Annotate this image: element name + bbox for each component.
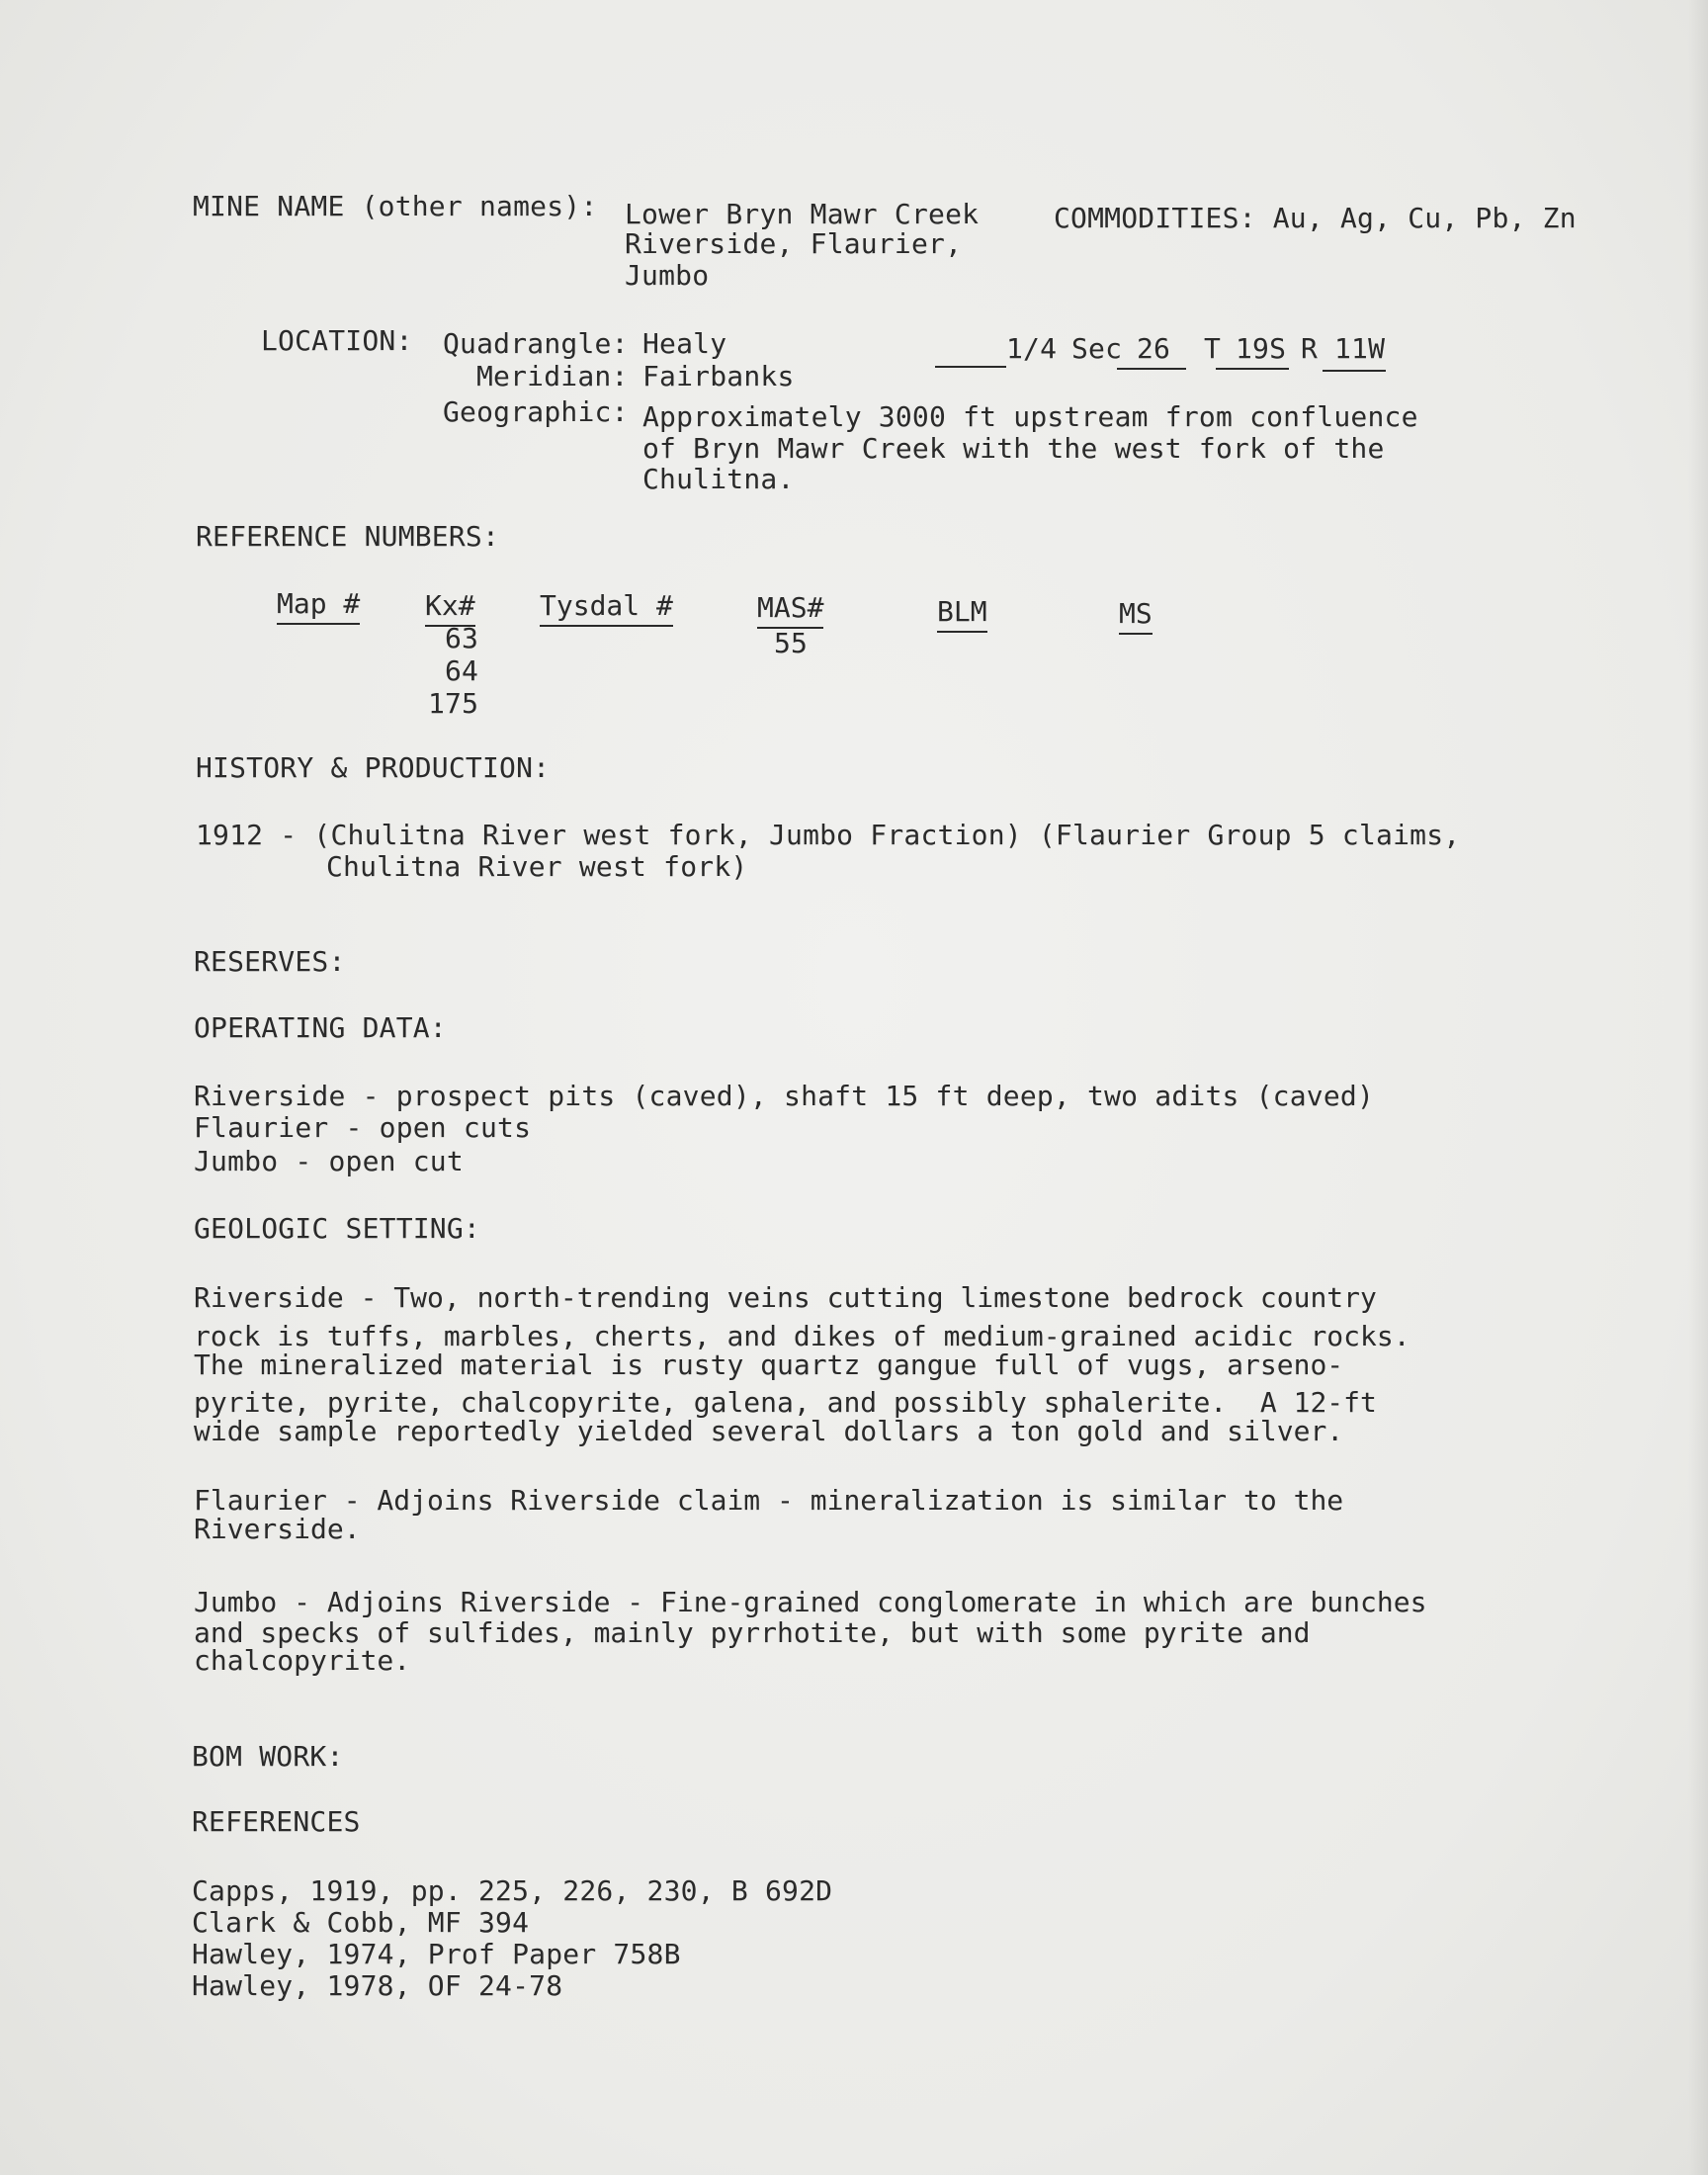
reference-item: Capps, 1919, pp. 225, 226, 230, B 692D (192, 1874, 833, 1907)
geographic-line2: of Bryn Mawr Creek with the west fork of the (642, 432, 1385, 465)
section-value: 26 (1137, 332, 1171, 365)
reference-item: Hawley, 1974, Prof Paper 758B (192, 1938, 681, 1970)
quarter-label: 1/4 (1006, 332, 1058, 365)
range-label: R (1301, 332, 1319, 365)
mine-name-line2: Riverside, Flaurier, (625, 227, 963, 260)
reference-item: Clark & Cobb, MF 394 (192, 1906, 530, 1939)
operating-heading: OPERATING DATA: (194, 1011, 447, 1044)
kx-value: 175 (428, 687, 479, 720)
col-ms: MS (1119, 599, 1153, 635)
geographic-line1: Approximately 3000 ft upstream from confluence (642, 400, 1418, 433)
geographic-label: Geographic: (443, 395, 629, 428)
col-map: Map # (277, 589, 360, 625)
kx-value: 63 (445, 622, 479, 654)
geologic-flaurier-line: Flaurier - Adjoins Riverside claim - mineralization is similar to the (194, 1484, 1344, 1517)
geologic-jumbo-line: chalcopyrite. (194, 1644, 411, 1677)
col-blm: BLM (937, 597, 987, 633)
quadrangle-label: Quadrangle: (443, 327, 629, 360)
mine-name-line3: Jumbo (625, 259, 710, 292)
mine-name-label: MINE NAME (other names): (193, 190, 598, 222)
location-label: LOCATION: (261, 324, 413, 357)
operating-line: Jumbo - open cut (194, 1145, 464, 1177)
township-underline (1216, 368, 1289, 370)
quarter-blank (935, 366, 1006, 368)
col-kx: Kx# (425, 591, 475, 627)
township-label: T (1204, 332, 1222, 365)
geologic-jumbo-line: and specks of sulfides, mainly pyrrhotite, but with some pyrite and (194, 1616, 1311, 1649)
geologic-riverside-line: The mineralized material is rusty quartz gangue full of vugs, arseno- (194, 1348, 1344, 1381)
geologic-heading: GEOLOGIC SETTING: (194, 1212, 480, 1245)
geologic-flaurier-line: Riverside. (194, 1513, 361, 1545)
operating-line: Flaurier - open cuts (194, 1111, 532, 1144)
col-tysdal: Tysdal # (540, 591, 673, 627)
history-heading: HISTORY & PRODUCTION: (196, 751, 551, 784)
history-line1: 1912 - (Chulitna River west fork, Jumbo Fraction) (Flaurier Group 5 claims, (196, 819, 1461, 851)
meridian-value: Fairbanks (642, 360, 795, 392)
kx-value: 64 (445, 654, 479, 687)
geologic-riverside-line: pyrite, pyrite, chalcopyrite, galena, and possibly sphalerite. A 12-ft (194, 1386, 1377, 1419)
geologic-riverside-line: rock is tuffs, marbles, cherts, and dikes of medium-grained acidic rocks. (194, 1320, 1410, 1352)
bom-work-heading: BOM WORK: (192, 1740, 344, 1773)
mine-name-line1: Lower Bryn Mawr Creek (625, 198, 980, 230)
section-label: Sec (1071, 332, 1123, 365)
meridian-label: Meridian: (476, 360, 629, 392)
operating-line: Riverside - prospect pits (caved), shaft 15 ft deep, two adits (caved) (194, 1080, 1375, 1112)
references-heading: REFERENCES (192, 1805, 361, 1838)
geographic-line3: Chulitna. (642, 463, 795, 495)
geologic-riverside-line: wide sample reportedly yielded several dollars a ton gold and silver. (194, 1415, 1344, 1447)
geologic-riverside-line: Riverside - Two, north-trending veins cutting limestone bedrock country (194, 1281, 1377, 1314)
reference-item: Hawley, 1978, OF 24-78 (192, 1969, 563, 2002)
range-underline (1323, 370, 1386, 372)
geologic-jumbo-line: Jumbo - Adjoins Riverside - Fine-grained conglomerate in which are bunches (194, 1586, 1427, 1618)
mas-value: 55 (774, 627, 809, 659)
page-edge-shadow (1688, 0, 1708, 2175)
col-mas: MAS# (757, 593, 823, 629)
reserves-heading: RESERVES: (194, 945, 346, 978)
range-value: 11W (1334, 332, 1386, 365)
commodities: COMMODITIES: Au, Ag, Cu, Pb, Zn (1054, 202, 1577, 234)
history-line2: Chulitna River west fork) (326, 850, 748, 883)
township-value: 19S (1236, 332, 1287, 365)
section-underline (1117, 368, 1186, 370)
quadrangle-value: Healy (642, 327, 727, 360)
reference-numbers-heading: REFERENCE NUMBERS: (196, 520, 500, 553)
